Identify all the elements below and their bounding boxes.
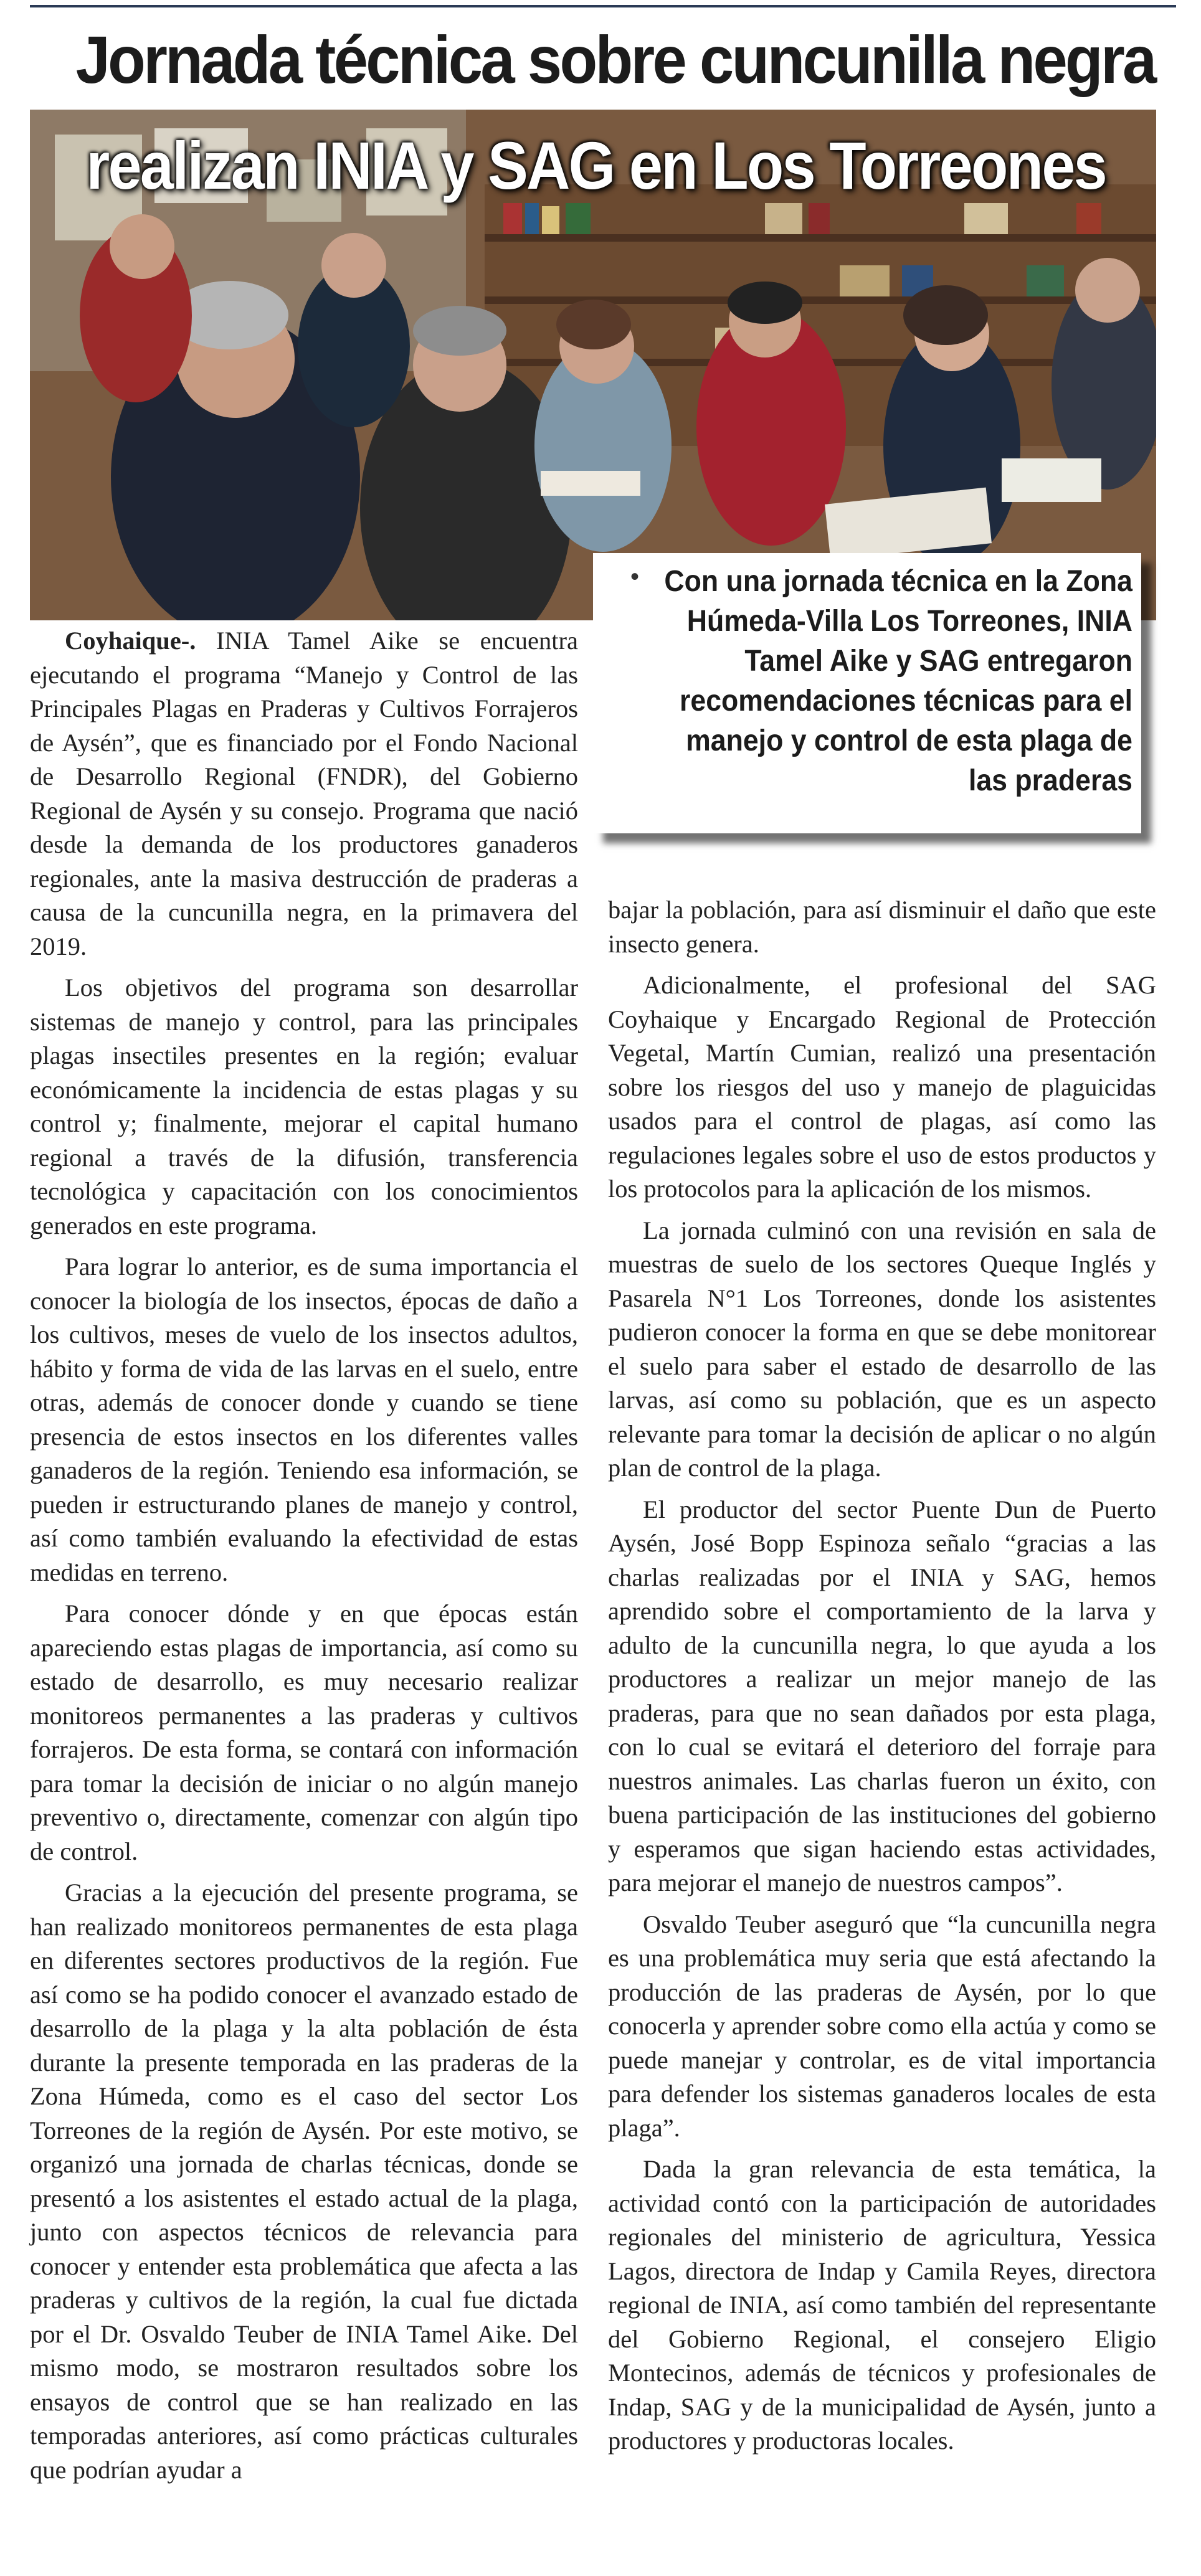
callout-bullet: •	[630, 563, 640, 590]
right-column	[608, 893, 1156, 2466]
headline-overlay: realizan INIA y SAG en Los Torreones	[86, 128, 1106, 203]
paragraph: Osvaldo Teuber aseguró que “la cuncunilla negra es una problemática muy seria que está afectando la producción de las praderas de Aysén, por lo que conocerla y aprender sobre como ella actúa y como se puede manejar y controlar, es de vital importancia para defender los sistemas ganaderos locales de esta plaga”.	[608, 1910, 1156, 2142]
paragraph: Dada la gran relevancia de esta temática, la actividad contó con la participación de autoridades regionales del ministerio de agricultura, Yessica Lagos, directora de Indap y Camila Reyes, directora regional de INIA, así como también del representante del Gobierno Regional, el consejero Eligio Montecinos, además de técnicos y profesionales de Indap, SAG y de la municipalidad de Aysén, junto a productores y productoras locales.	[608, 2155, 1156, 2455]
callout-text: Con una jornada técnica en la Zona Húmeda-Villa Los Torreones, INIA Tamel Aike y SAG entregaron recomendaciones técnicas para el manejo y control de esta plaga de las praderas	[664, 565, 1132, 797]
paragraph	[30, 624, 578, 964]
paragraph: Los objetivos del programa son desarrollar sistemas de manejo y control, para las principales plagas insectiles presentes en la región; evaluar económicamente la incidencia de estas plagas y su control y; finalmente, mejorar el capital humano regional a través de la difusión, transferencia tecnológica y capacitación con los conocimientos generados en este programa.	[30, 973, 578, 1239]
paragraph: bajar la población, para así disminuir el daño que este insecto genera.	[608, 896, 1156, 958]
callout-box	[593, 553, 1141, 833]
paragraph: El productor del sector Puente Dun de Puerto Aysén, José Bopp Espinoza señalo “gracias a las charlas realizadas por el INIA y SAG, hemos aprendido sobre el comportamiento de la larva y adulto de la cuncunilla negra, lo que ayuda a los productores a realizar un mejor manejo de las praderas, para que no sean dañados por esta plaga, con lo cual se evitará el deterioro del forraje para nuestros animales. Las charlas fueron un éxito, con buena participación de las instituciones del gobierno y esperamos que sigan haciendo estas actividades, para mejorar el manejo de nuestros campos”.	[608, 1495, 1156, 1896]
article-photo	[30, 110, 1156, 620]
dateline: Coyhaique-.	[65, 627, 196, 655]
paragraph: Gracias a la ejecución del presente programa, se han realizado monitoreos permanentes de esta plaga en diferentes sectores productivos de la región. Fue así como se ha podido conocer el avanzado estado de desarrollo de la plaga y la alta población de ésta durante la presente temporada en las praderas de la Zona Húmeda, como es el caso del sector Los Torreones de la región de Aysén. Por este motivo, se organizó una jornada de charlas técnicas, donde se presentó a los asistentes el estado actual de la plaga, junto con aspectos técnicos de relevancia para conocer y entender esta problemática que afecta a las praderas y cultivos de la región, la cual fue dictada por el Dr. Osvaldo Teuber de INIA Tamel Aike. Del mismo modo, se mostraron resultados sobre los ensayos de control que se han realizado en las temporadas anteriores, así como prácticas culturales que podrían ayudar a	[30, 1878, 578, 2484]
paragraph: Para lograr lo anterior, es de suma importancia el conocer la biología de los insectos, épocas de daño a los cultivos, meses de vuelo de los insectos adultos, hábito y forma de vida de las larvas en el suelo, entre otras, además de conocer donde y cuando se tiene presencia de estos insectos en los diferentes valles ganaderos de la región. Teniendo esa información, se pueden ir estructurando planes de manejo y control, así como también evaluando la efectividad de estas medidas en terreno.	[30, 1252, 578, 1586]
left-column	[30, 624, 578, 2494]
paragraph-text: INIA Tamel Aike se encuentra ejecutando el programa “Manejo y Control de las Principales Plagas en Praderas y Cultivos Forrajeros de Aysén”, que es financiado por el Fondo Nacional de Desarrollo Regional (FNDR), del Gobierno Regional de Aysén y su consejo. Programa que nació desde la demanda de los productores ganaderos regionales, ante la masiva destrucción de praderas a causa de la cuncunilla negra, en la primavera del 2019.	[30, 627, 579, 960]
paragraph: Adicionalmente, el profesional del SAG Coyhaique y Encargado Regional de Protección Vegetal, Martín Cumian, realizó una presentación sobre los riesgos del uso y manejo de plaguicidas usados para el control de plagas, así como las regulaciones legales sobre el uso de estos productos y los protocolos para la aplicación de los mismos.	[608, 971, 1156, 1203]
headline: Jornada técnica sobre cuncunilla negra	[75, 22, 1155, 97]
paragraph: Para conocer dónde y en que épocas están apareciendo estas plagas de importancia, así como su estado de desarrollo, es muy necesario realizar monitoreos permanentes a las praderas y cultivos forrajeros. De esta forma, se contará con información para tomar la decisión de iniciar o no algún manejo preventivo o, directamente, comenzar con algún tipo de control.	[30, 1599, 578, 1865]
top-rule	[30, 5, 1176, 7]
paragraph: La jornada culminó con una revisión en sala de muestras de suelo de los sectores Queque Inglés y Pasarela N°1 Los Torreones, donde los asistentes pudieron conocer la forma en que se debe monitorear el suelo para saber el estado de desarrollo de las larvas, así como su población, que es un aspecto relevante para tomar la decisión de aplicar o no algún plan de control de la plaga.	[608, 1216, 1156, 1482]
